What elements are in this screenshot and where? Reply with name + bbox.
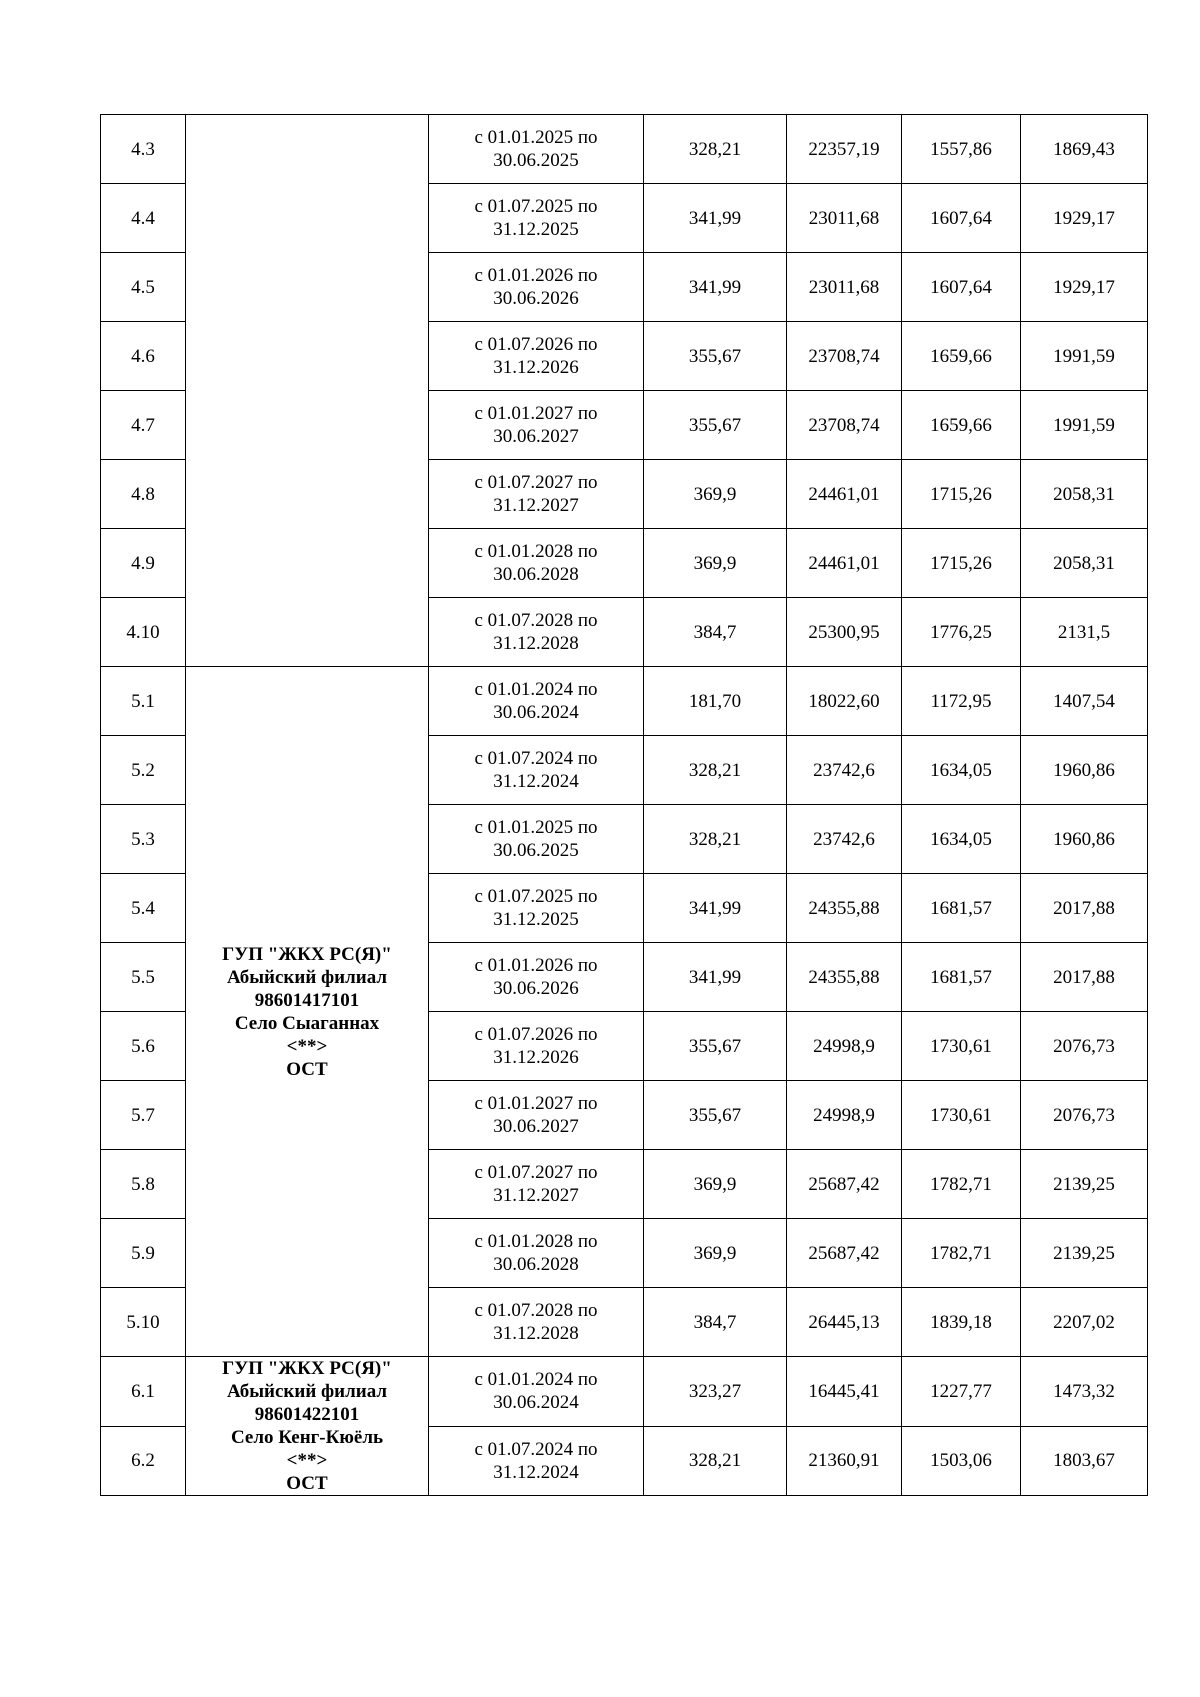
value-cell-1: 355,67	[644, 1012, 787, 1081]
value-cell-4: 2076,73	[1021, 1081, 1148, 1150]
table-row	[101, 115, 1148, 184]
period-line: с 01.07.2027 по	[474, 472, 598, 493]
organization-cell	[186, 667, 429, 1357]
period-line: 31.12.2026	[493, 357, 579, 378]
row-number-cell: 5.10	[101, 1288, 186, 1357]
period-cell	[429, 736, 644, 805]
value-cell-3: 1730,61	[902, 1081, 1021, 1150]
value-cell-1: 369,9	[644, 529, 787, 598]
row-number-cell: 4.8	[101, 460, 186, 529]
value-cell-1: 341,99	[644, 943, 787, 1012]
value-cell-1: 328,21	[644, 1426, 787, 1496]
value-cell-3: 1659,66	[902, 322, 1021, 391]
value-cell-3: 1172,95	[902, 667, 1021, 736]
period-line: 31.12.2026	[493, 1047, 579, 1068]
table-row	[101, 667, 1148, 736]
value-cell-4: 2131,5	[1021, 598, 1148, 667]
organization-line: <**>	[286, 1450, 328, 1471]
period-cell	[429, 943, 644, 1012]
period-cell	[429, 529, 644, 598]
organization-line: Село Сыаганнах	[234, 1012, 380, 1034]
period-line: 30.06.2025	[493, 840, 579, 861]
value-cell-2: 25300,95	[787, 598, 902, 667]
period-line: с 01.07.2027 по	[474, 1162, 598, 1183]
value-cell-3: 1503,06	[902, 1426, 1021, 1496]
period-line: 30.06.2028	[493, 1254, 579, 1275]
value-cell-4: 2076,73	[1021, 1012, 1148, 1081]
value-cell-1: 355,67	[644, 391, 787, 460]
value-cell-2: 22357,19	[787, 115, 902, 184]
period-line: 31.12.2027	[493, 495, 579, 516]
organization-cell	[186, 115, 429, 667]
row-number-cell: 6.2	[101, 1426, 186, 1496]
period-line: 30.06.2027	[493, 1116, 579, 1137]
value-cell-3: 1776,25	[902, 598, 1021, 667]
organization-line: 98601417101	[254, 989, 360, 1011]
value-cell-2: 26445,13	[787, 1288, 902, 1357]
value-cell-2: 25687,42	[787, 1219, 902, 1288]
period-line: 31.12.2027	[493, 1185, 579, 1206]
value-cell-4: 1991,59	[1021, 322, 1148, 391]
value-cell-3: 1681,57	[902, 943, 1021, 1012]
value-cell-4: 1407,54	[1021, 667, 1148, 736]
period-line: с 01.01.2024 по	[474, 679, 598, 700]
value-cell-1: 384,7	[644, 1288, 787, 1357]
row-number-cell: 4.3	[101, 115, 186, 184]
organization-line: ГУП "ЖКХ РС(Я)"	[222, 943, 392, 965]
period-line: с 01.01.2025 по	[474, 127, 598, 148]
value-cell-1: 355,67	[644, 1081, 787, 1150]
period-line: с 01.07.2028 по	[474, 610, 598, 631]
period-cell	[429, 667, 644, 736]
organization-line: ОСТ	[286, 1473, 328, 1494]
value-cell-4: 2017,88	[1021, 874, 1148, 943]
period-cell	[429, 115, 644, 184]
value-cell-1: 328,21	[644, 115, 787, 184]
period-line: 31.12.2028	[493, 633, 579, 654]
value-cell-1: 369,9	[644, 1150, 787, 1219]
row-number-cell: 5.1	[101, 667, 186, 736]
row-number-cell: 5.3	[101, 805, 186, 874]
period-line: 31.12.2024	[493, 1461, 579, 1483]
period-cell	[429, 253, 644, 322]
period-line: с 01.01.2026 по	[474, 265, 598, 286]
value-cell-3: 1715,26	[902, 460, 1021, 529]
value-cell-1: 341,99	[644, 253, 787, 322]
period-cell	[429, 1012, 644, 1081]
period-cell	[429, 1357, 644, 1427]
period-line: с 01.07.2025 по	[474, 196, 598, 217]
period-cell	[429, 1150, 644, 1219]
value-cell-2: 24461,01	[787, 529, 902, 598]
value-cell-3: 1227,77	[902, 1357, 1021, 1427]
period-cell	[429, 184, 644, 253]
row-number-cell: 6.1	[101, 1357, 186, 1427]
period-cell	[429, 1219, 644, 1288]
value-cell-3: 1782,71	[902, 1219, 1021, 1288]
table-row	[101, 1357, 1148, 1427]
period-line: 30.06.2024	[493, 1392, 579, 1414]
period-cell	[429, 874, 644, 943]
period-line: с 01.07.2026 по	[474, 334, 598, 355]
row-number-cell: 5.8	[101, 1150, 186, 1219]
period-line: 31.12.2024	[493, 771, 579, 792]
row-number-cell: 5.2	[101, 736, 186, 805]
value-cell-1: 328,21	[644, 736, 787, 805]
period-cell	[429, 391, 644, 460]
value-cell-1: 369,9	[644, 460, 787, 529]
value-cell-3: 1681,57	[902, 874, 1021, 943]
value-cell-3: 1715,26	[902, 529, 1021, 598]
row-number-cell: 5.7	[101, 1081, 186, 1150]
value-cell-2: 23742,6	[787, 736, 902, 805]
value-cell-4: 1473,32	[1021, 1357, 1148, 1427]
value-cell-2: 24998,9	[787, 1081, 902, 1150]
period-line: с 01.01.2028 по	[474, 541, 598, 562]
value-cell-4: 2207,02	[1021, 1288, 1148, 1357]
value-cell-2: 25687,42	[787, 1150, 902, 1219]
period-line: с 01.07.2028 по	[474, 1300, 598, 1321]
period-line: с 01.07.2024 по	[474, 748, 598, 769]
value-cell-2: 24998,9	[787, 1012, 902, 1081]
value-cell-2: 24461,01	[787, 460, 902, 529]
value-cell-4: 1960,86	[1021, 736, 1148, 805]
value-cell-1: 341,99	[644, 184, 787, 253]
row-number-cell: 5.5	[101, 943, 186, 1012]
value-cell-3: 1782,71	[902, 1150, 1021, 1219]
value-cell-1: 341,99	[644, 874, 787, 943]
period-line: 30.06.2027	[493, 426, 579, 447]
period-line: с 01.01.2026 по	[474, 955, 598, 976]
row-number-cell: 4.9	[101, 529, 186, 598]
value-cell-2: 18022,60	[787, 667, 902, 736]
organization-line: Абыйский филиал	[226, 1381, 388, 1402]
value-cell-1: 323,27	[644, 1357, 787, 1427]
period-line: 30.06.2026	[493, 288, 579, 309]
value-cell-3: 1634,05	[902, 805, 1021, 874]
value-cell-2: 23708,74	[787, 391, 902, 460]
value-cell-1: 369,9	[644, 1219, 787, 1288]
value-cell-2: 23742,6	[787, 805, 902, 874]
value-cell-4: 1991,59	[1021, 391, 1148, 460]
period-line: с 01.01.2024 по	[474, 1369, 598, 1391]
period-line: 31.12.2025	[493, 909, 579, 930]
organization-cell	[186, 1357, 429, 1496]
value-cell-3: 1659,66	[902, 391, 1021, 460]
row-number-cell: 4.6	[101, 322, 186, 391]
period-line: с 01.07.2025 по	[474, 886, 598, 907]
value-cell-2: 24355,88	[787, 943, 902, 1012]
period-line: с 01.01.2025 по	[474, 817, 598, 838]
value-cell-4: 2058,31	[1021, 460, 1148, 529]
value-cell-2: 23708,74	[787, 322, 902, 391]
value-cell-4: 2139,25	[1021, 1219, 1148, 1288]
organization-line: Абыйский филиал	[226, 966, 388, 988]
value-cell-3: 1557,86	[902, 115, 1021, 184]
period-line: 30.06.2024	[493, 702, 579, 723]
value-cell-4: 1929,17	[1021, 184, 1148, 253]
period-line: 31.12.2025	[493, 219, 579, 240]
value-cell-4: 2058,31	[1021, 529, 1148, 598]
value-cell-4: 1803,67	[1021, 1426, 1148, 1496]
period-cell	[429, 460, 644, 529]
value-cell-3: 1607,64	[902, 253, 1021, 322]
period-cell	[429, 1081, 644, 1150]
value-cell-1: 384,7	[644, 598, 787, 667]
value-cell-4: 2139,25	[1021, 1150, 1148, 1219]
period-line: с 01.01.2028 по	[474, 1231, 598, 1252]
period-line: с 01.07.2024 по	[474, 1438, 598, 1460]
row-number-cell: 5.4	[101, 874, 186, 943]
period-line: 30.06.2026	[493, 978, 579, 999]
organization-line: ОСТ	[286, 1058, 328, 1080]
row-number-cell: 5.6	[101, 1012, 186, 1081]
value-cell-3: 1839,18	[902, 1288, 1021, 1357]
row-number-cell: 5.9	[101, 1219, 186, 1288]
period-line: 30.06.2028	[493, 564, 579, 585]
row-number-cell: 4.10	[101, 598, 186, 667]
organization-line: <**>	[286, 1035, 328, 1057]
value-cell-2: 21360,91	[787, 1426, 902, 1496]
row-number-cell: 4.4	[101, 184, 186, 253]
value-cell-2: 23011,68	[787, 184, 902, 253]
period-line: с 01.07.2026 по	[474, 1024, 598, 1045]
value-cell-4: 2017,88	[1021, 943, 1148, 1012]
period-cell	[429, 805, 644, 874]
period-cell	[429, 1288, 644, 1357]
row-number-cell: 4.7	[101, 391, 186, 460]
period-line: 30.06.2025	[493, 150, 579, 171]
value-cell-2: 23011,68	[787, 253, 902, 322]
period-line: с 01.01.2027 по	[474, 403, 598, 424]
value-cell-1: 181,70	[644, 667, 787, 736]
period-cell	[429, 1426, 644, 1496]
value-cell-3: 1730,61	[902, 1012, 1021, 1081]
period-cell	[429, 322, 644, 391]
tariff-table	[100, 114, 1148, 1496]
value-cell-4: 1929,17	[1021, 253, 1148, 322]
value-cell-1: 328,21	[644, 805, 787, 874]
value-cell-4: 1960,86	[1021, 805, 1148, 874]
period-cell	[429, 598, 644, 667]
value-cell-1: 355,67	[644, 322, 787, 391]
period-line: с 01.01.2027 по	[474, 1093, 598, 1114]
value-cell-2: 24355,88	[787, 874, 902, 943]
organization-line: 98601422101	[254, 1404, 360, 1425]
value-cell-3: 1607,64	[902, 184, 1021, 253]
period-line: 31.12.2028	[493, 1323, 579, 1344]
organization-line: Село Кенг-Кюёль	[230, 1427, 384, 1448]
value-cell-4: 1869,43	[1021, 115, 1148, 184]
organization-line: ГУП "ЖКХ РС(Я)"	[222, 1358, 392, 1379]
row-number-cell: 4.5	[101, 253, 186, 322]
value-cell-2: 16445,41	[787, 1357, 902, 1427]
value-cell-3: 1634,05	[902, 736, 1021, 805]
